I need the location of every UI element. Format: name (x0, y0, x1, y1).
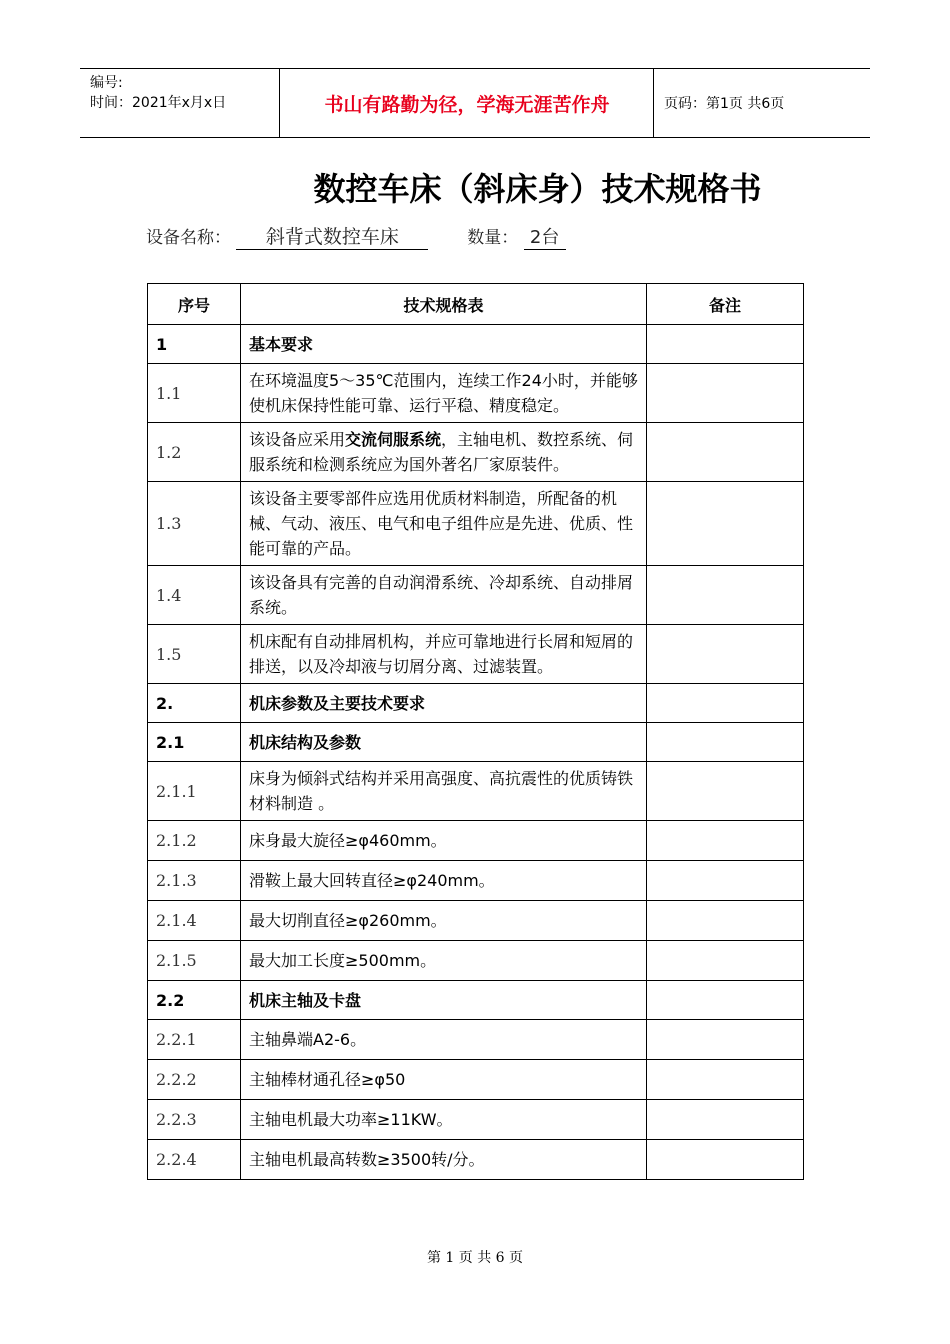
row-remark (647, 1060, 804, 1100)
header-meta (80, 69, 280, 137)
document-title: 数控车床（斜床身）技术规格书 (313, 170, 762, 208)
row-text: 机床结构及参数 (241, 723, 647, 762)
row-remark (647, 821, 804, 861)
row-text (241, 423, 647, 482)
device-label: 设备名称： (146, 228, 231, 248)
row-remark (647, 325, 804, 364)
row-remark (647, 1020, 804, 1060)
row-number: 1.1 (148, 364, 241, 423)
row-number: 2.2.2 (148, 1060, 241, 1100)
device-name: 斜背式数控车床 (236, 222, 428, 250)
header-motto: 书山有路勤为径，学海无涯苦作舟 (281, 69, 654, 137)
table-row (148, 566, 804, 625)
row-text-part: 该设备应采用 (249, 430, 346, 449)
row-remark (647, 566, 804, 625)
col-header-spec: 技术规格表 (241, 284, 647, 325)
table-row (148, 981, 804, 1020)
row-text: 主轴电机最高转数≥3500转/分。 (241, 1140, 647, 1180)
quantity-label: 数量： (467, 228, 519, 248)
row-remark (647, 1140, 804, 1180)
row-number: 1.3 (148, 482, 241, 566)
row-number: 2.1.2 (148, 821, 241, 861)
table-row (148, 423, 804, 482)
row-number: 2.2.4 (148, 1140, 241, 1180)
table-row (148, 325, 804, 364)
row-number: 2.1.3 (148, 861, 241, 901)
header-page-info: 页码：第1页 共6页 (664, 96, 785, 112)
row-number: 2.2.1 (148, 1020, 241, 1060)
col-header-number: 序号 (148, 284, 241, 325)
table-row (148, 1060, 804, 1100)
row-number: 2.2.3 (148, 1100, 241, 1140)
row-remark (647, 364, 804, 423)
row-number: 1.4 (148, 566, 241, 625)
row-text: 主轴鼻端A2-6。 (241, 1020, 647, 1060)
table-row (148, 1140, 804, 1180)
table-row (148, 941, 804, 981)
row-text: 该设备具有完善的自动润滑系统、冷却系统、自动排屑系统。 (241, 566, 647, 625)
page-header (80, 68, 870, 138)
table-row (148, 901, 804, 941)
row-text: 床身为倾斜式结构并采用高强度、高抗震性的优质铸铁材料制造 。 (241, 762, 647, 821)
table-row (148, 821, 804, 861)
row-number: 2.1.5 (148, 941, 241, 981)
row-text: 滑鞍上最大回转直径≥φ240mm。 (241, 861, 647, 901)
row-text-emphasis: 交流伺服系统 (345, 430, 442, 449)
table-row (148, 723, 804, 762)
row-text: 机床配有自动排屑机构，并应可靠地进行长屑和短屑的排送，以及冷却液与切屑分离、过滤装置。 (241, 625, 647, 684)
row-remark (647, 482, 804, 566)
row-number: 2.1 (148, 723, 241, 762)
table-row (148, 1020, 804, 1060)
row-number: 1 (148, 325, 241, 364)
device-info (146, 222, 566, 250)
row-text: 在环境温度5～35℃范围内，连续工作24小时，并能够使机床保持性能可靠、运行平稳、精度稳定。 (241, 364, 647, 423)
table-row (148, 762, 804, 821)
row-text: 该设备主要零部件应选用优质材料制造，所配备的机械、气动、液压、电气和电子组件应是先进、优质、性能可靠的产品。 (241, 482, 647, 566)
row-text: 基本要求 (241, 325, 647, 364)
table-row (148, 861, 804, 901)
row-remark (647, 861, 804, 901)
row-remark (647, 625, 804, 684)
time-label: 时间：2021年x月x日 (90, 95, 227, 111)
row-text-part: ，主轴电机、数控系统、伺服系统和检测系统应为国外著名厂家原装件。 (249, 430, 634, 474)
row-remark (647, 762, 804, 821)
row-number: 2.1.4 (148, 901, 241, 941)
row-number: 2.2 (148, 981, 241, 1020)
row-remark (647, 423, 804, 482)
row-remark (647, 941, 804, 981)
row-text: 主轴电机最大功率≥11KW。 (241, 1100, 647, 1140)
table-row (148, 364, 804, 423)
row-number: 2.1.1 (148, 762, 241, 821)
number-label: 编号: (90, 75, 123, 91)
row-remark (647, 981, 804, 1020)
row-text: 机床参数及主要技术要求 (241, 684, 647, 723)
table-row (148, 684, 804, 723)
row-remark (647, 684, 804, 723)
row-number: 1.5 (148, 625, 241, 684)
row-number: 1.2 (148, 423, 241, 482)
spec-table (147, 283, 804, 1180)
table-row (148, 482, 804, 566)
row-text: 机床主轴及卡盘 (241, 981, 647, 1020)
table-row (148, 625, 804, 684)
row-number: 2. (148, 684, 241, 723)
page-footer: 第 1 页 共 6 页 (426, 1250, 524, 1266)
row-remark (647, 723, 804, 762)
quantity-value: 2台 (524, 223, 566, 250)
row-text: 最大加工长度≥500mm。 (241, 941, 647, 981)
col-header-remark: 备注 (647, 284, 804, 325)
row-text: 床身最大旋径≥φ460mm。 (241, 821, 647, 861)
row-remark (647, 901, 804, 941)
row-text: 最大切削直径≥φ260mm。 (241, 901, 647, 941)
row-text: 主轴棒材通孔径≥φ50 (241, 1060, 647, 1100)
table-header-row (148, 284, 804, 325)
row-remark (647, 1100, 804, 1140)
table-row (148, 1100, 804, 1140)
